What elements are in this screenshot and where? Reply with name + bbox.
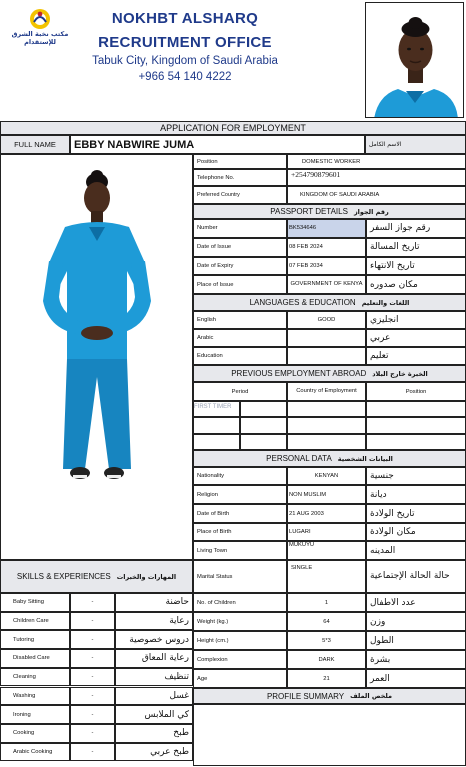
skill-row-label: Baby Sitting xyxy=(0,593,70,612)
personal-row-value: 64 xyxy=(287,612,366,631)
language-row-arabic: عربي xyxy=(366,329,466,347)
skill-row-label: Arabic Cooking xyxy=(0,743,70,762)
passport-row-value: GOVERNMENT OF KENYA xyxy=(287,275,366,294)
personal-row-arabic: ديانة xyxy=(366,485,466,504)
language-row-arabic: انجليزي xyxy=(366,311,466,329)
skill-row-arabic: دروس خصوصية xyxy=(115,630,193,649)
skill-row-value: - xyxy=(70,649,115,668)
skill-row-label: Tutoring xyxy=(0,630,70,649)
personal-row-arabic: المدينه xyxy=(366,541,466,560)
employment-col-position: Position xyxy=(366,382,466,401)
personal-row-label: Marital Status xyxy=(193,560,287,593)
personal-row-arabic: الطول xyxy=(366,631,466,650)
passport-row-arabic: رقم جواز السفر xyxy=(366,219,466,238)
full-name-label: FULL NAME xyxy=(0,135,70,154)
company-address: Tabuk City, Kingdom of Saudi Arabia xyxy=(92,55,278,67)
skills-section-header: SKILLS & EXPERIENCES المهارات والخبرات xyxy=(0,560,193,593)
personal-row-arabic: جنسية xyxy=(366,467,466,485)
skill-row-value: - xyxy=(70,630,115,649)
letterhead xyxy=(0,0,466,118)
full-name-value: EBBY NABWIRE JUMA xyxy=(70,135,365,154)
personal-row-label: Religion xyxy=(193,485,287,504)
personal-row-value: 21 AUG 2003 xyxy=(287,504,366,523)
skill-row-value: - xyxy=(70,612,115,631)
employment-cell-period-b xyxy=(240,434,287,450)
skill-row-arabic: طبخ xyxy=(115,724,193,743)
personal-row-arabic: مكان الولادة xyxy=(366,523,466,541)
personal-row-label: Age xyxy=(193,669,287,688)
form-title: APPLICATION FOR EMPLOYMENT xyxy=(0,121,466,135)
first-timer-note: FIRST TIMER xyxy=(194,404,232,410)
position-label: Position xyxy=(193,154,287,169)
skill-row-value: - xyxy=(70,593,115,612)
skill-row-label: Ironing xyxy=(0,705,70,724)
employment-cell-position xyxy=(366,417,466,433)
personal-section-header: PERSONAL DATA البيانات الشخصية xyxy=(193,450,466,467)
personal-row-arabic: تاريخ الولادة xyxy=(366,504,466,523)
skill-row-label: Disabled Care xyxy=(0,649,70,668)
employment-cell-period-a xyxy=(193,417,240,433)
passport-row-arabic: تاريخ المسالة xyxy=(366,238,466,257)
personal-row-value: KENYAN xyxy=(287,467,366,485)
personal-row-label: Place of Birth xyxy=(193,523,287,541)
skill-row-label: Cleaning xyxy=(0,668,70,687)
telephone-value: +254790879601 xyxy=(287,169,466,186)
skill-row-value: - xyxy=(70,724,115,743)
company-phone: +966 54 140 4222 xyxy=(138,71,232,83)
passport-row-label: Number xyxy=(193,219,287,238)
logo-text: مكتب نخبة الشرق للإستقدام xyxy=(11,30,69,46)
employment-cell-position xyxy=(366,401,466,417)
skill-row-arabic: كي الملابس xyxy=(115,705,193,724)
personal-row-value: 1 xyxy=(287,593,366,612)
employment-cell-period-a xyxy=(193,434,240,450)
employment-section-header: PREVIOUS EMPLOYMENT ABROAD الخبرة خارج البلاد xyxy=(193,365,466,382)
preferred-country-value: KINGDOM OF SAUDI ARABIA xyxy=(287,186,466,204)
personal-row-arabic: عدد الاطفال xyxy=(366,593,466,612)
personal-row-arabic: وزن xyxy=(366,612,466,631)
personal-row-label: No. of Children xyxy=(193,593,287,612)
skill-row-label: Cooking xyxy=(0,724,70,743)
skill-row-label: Washing xyxy=(0,687,70,706)
skill-row-arabic: تنظيف xyxy=(115,668,193,687)
language-row-arabic: تعليم xyxy=(366,347,466,365)
skill-row-arabic: رعاية xyxy=(115,612,193,631)
employment-cell-country xyxy=(287,434,366,450)
company-logo xyxy=(4,6,76,48)
employment-cell-country xyxy=(287,401,366,417)
personal-row-label: Living Town xyxy=(193,541,287,560)
language-row-label: English xyxy=(193,311,287,329)
personal-row-label: Nationality xyxy=(193,467,287,485)
personal-row-arabic: بشرة xyxy=(366,650,466,669)
skill-row-arabic: رعاية المعاق xyxy=(115,649,193,668)
personal-row-arabic: حالة الحالة الإجتماعية xyxy=(366,560,466,593)
employment-cell-country xyxy=(287,417,366,433)
personal-row-label: Weight (kg.) xyxy=(193,612,287,631)
language-row-label: Education xyxy=(193,347,287,365)
skill-row-value: - xyxy=(70,705,115,724)
personal-row-value: 5*3 xyxy=(287,631,366,650)
passport-row-arabic: تاريخ الانتهاء xyxy=(366,257,466,276)
personal-row-value: NON MUSLIM xyxy=(287,485,366,504)
personal-row-value: LUGARI xyxy=(287,523,366,541)
skill-row-value: - xyxy=(70,687,115,706)
profile-summary-body xyxy=(193,704,466,766)
passport-photo xyxy=(365,2,464,118)
full-name-arabic: الاسم الكامل xyxy=(365,135,466,154)
passport-row-label: Date of Issue xyxy=(193,238,287,257)
skill-row-arabic: حاضنة xyxy=(115,593,193,612)
passport-row-label: Date of Expiry xyxy=(193,257,287,276)
employment-col-country: Country of Employment xyxy=(287,382,366,401)
passport-row-arabic: مكان صدوره xyxy=(366,275,466,294)
skill-row-arabic: طبخ عربي xyxy=(115,743,193,762)
company-name: NOKHBT ALSHARQ xyxy=(111,10,259,27)
telephone-label: Telephone No. xyxy=(193,169,287,186)
languages-section-header: LANGUAGES & EDUCATION اللغات والتعليم xyxy=(193,294,466,311)
passport-row-value: 08 FEB 2024 xyxy=(287,238,366,257)
skill-row-value: - xyxy=(70,743,115,762)
employment-cell-period-b xyxy=(240,401,287,417)
passport-row-value: 07 FEB 2034 xyxy=(287,257,366,276)
position-value: DOMESTIC WORKER xyxy=(287,154,466,169)
personal-row-arabic: العمر xyxy=(366,669,466,688)
profile-summary-header: PROFILE SUMMARY ملخص الملف xyxy=(193,688,466,704)
skill-row-value: - xyxy=(70,668,115,687)
personal-row-value: MUKUYU xyxy=(287,541,366,560)
skill-row-label: Children Care xyxy=(0,612,70,631)
language-row-value xyxy=(287,329,366,347)
language-row-label: Arabic xyxy=(193,329,287,347)
employment-col-period: Period xyxy=(193,382,287,401)
personal-row-label: Date of Birth xyxy=(193,504,287,523)
language-row-value xyxy=(287,347,366,365)
passport-row-value: BK534646 xyxy=(287,219,366,238)
company-subtitle: RECRUITMENT OFFICE xyxy=(98,34,272,51)
preferred-country-label: Preferred Country xyxy=(193,186,287,204)
skill-row-arabic: غسل xyxy=(115,687,193,706)
personal-row-value: SINGLE xyxy=(287,560,366,593)
personal-row-label: Height (cm.) xyxy=(193,631,287,650)
employment-cell-period-b xyxy=(240,417,287,433)
language-row-value: GOOD xyxy=(287,311,366,329)
passport-row-label: Place of Issue xyxy=(193,275,287,294)
employment-cell-position xyxy=(366,434,466,450)
passport-section-header: PASSPORT DETAILS رقم الجواز xyxy=(193,204,466,219)
personal-row-label: Complexion xyxy=(193,650,287,669)
full-body-photo xyxy=(0,154,193,560)
personal-row-value: 21 xyxy=(287,669,366,688)
personal-row-value: DARK xyxy=(287,650,366,669)
